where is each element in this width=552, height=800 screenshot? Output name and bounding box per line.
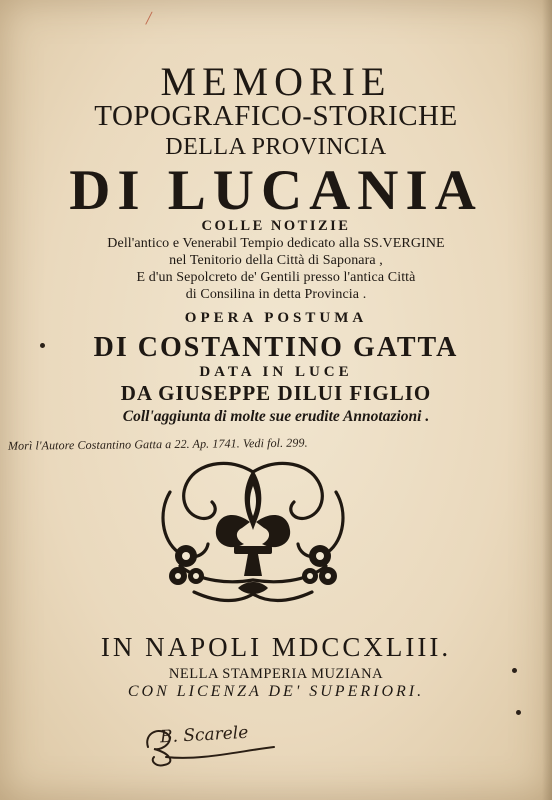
- subtitle-line: di Consilina in detta Provincia .: [185, 287, 367, 302]
- opera-postuma: OPERA POSTUMA: [184, 310, 368, 326]
- ink-dot: [40, 343, 45, 348]
- ink-dot: [516, 710, 521, 715]
- imprint-place-date: IN NAPOLI MDCCXLIII.: [100, 632, 452, 662]
- aggiunta-note: Coll'aggiunta di molte sue erudite Annotazioni .: [122, 408, 430, 425]
- subtitle-colle-notizie: COLLE NOTIZIE: [201, 218, 351, 234]
- title-lucania: DI LUCANIA: [69, 159, 483, 222]
- imprint-printer: NELLA STAMPERIA MUZIANA: [168, 666, 384, 682]
- ink-dot: [512, 668, 517, 673]
- ownership-signature: B. Scarele: [159, 722, 249, 748]
- author-name: DI COSTANTINO GATTA: [93, 332, 459, 363]
- imprint-license: CON LICENZA DE' SUPERIORI.: [127, 683, 425, 700]
- data-in-luce: DATA IN LUCE: [199, 364, 353, 380]
- editor-name: DA GIUSEPPE DILUI FIGLIO: [120, 381, 432, 405]
- title-topografico: TOPOGRAFICO-STORICHE: [94, 100, 458, 132]
- subtitle-line: E d'un Sepolcreto de' Gentili presso l'antica Città: [136, 270, 416, 285]
- subtitle-line: nel Tenitorio della Città di Saponara ,: [169, 253, 383, 268]
- pencil-mark: /: [144, 7, 154, 30]
- fleur-de-lis-ornament-icon: [150, 452, 356, 608]
- handwritten-note: Morì l'Autore Costantino Gatta a 22. Ap. 1741. Vedi fol. 299.: [7, 435, 308, 453]
- title-provincia: DELLA PROVINCIA: [165, 134, 387, 160]
- title-memorie: MEMORIE: [160, 59, 392, 104]
- subtitle-line: Dell'antico e Venerabil Tempio dedicato alla SS.VERGINE: [107, 236, 445, 251]
